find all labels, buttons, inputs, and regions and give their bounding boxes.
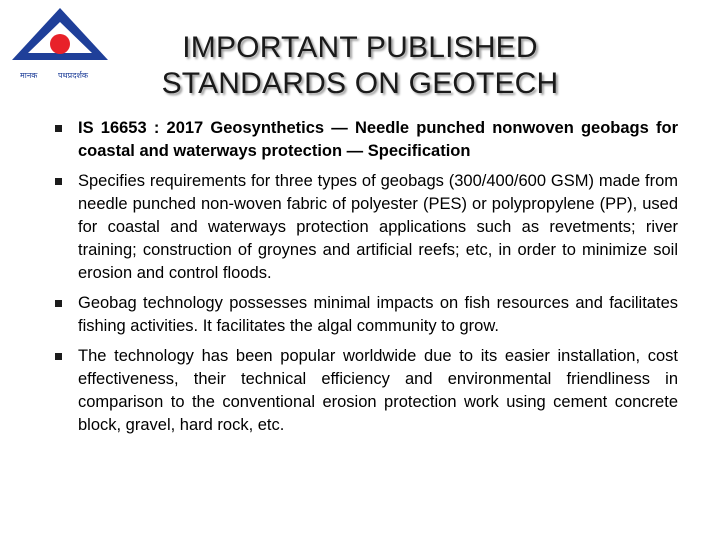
bis-emblem-icon [2,2,118,86]
bullet-list [52,117,678,444]
bullet-text: Specifies requirements for three types of geobags (300/400/600 GSM) made from needle punched non-woven fabric of polyester (PES) or polypropylene (PP), used for coastal and waterways protection applications such as revetments; river training; construction of groynes and artificial reefs; etc, in order to minimize soil erosion and control floods. [78,172,678,282]
bullet-item-standard [52,117,678,163]
logo-caption-left: मानक [20,71,38,80]
bullet-text: The technology has been popular worldwide due to its easier installation, cost effectiveness, their technical efficiency and environmental friendliness in comparison to the conventional erosion protection work using cement concrete block, gravel, hard rock, etc. [78,347,678,434]
square-bullet-icon [55,300,62,307]
bullet-text: IS 16653 : 2017 Geosynthetics — Needle punched nonwoven geobags for coastal and waterways protection — Specification [78,119,678,160]
logo-caption-right: पथप्रदर्शक [58,71,89,80]
page-title-line-1: IMPORTANT PUBLISHED [182,31,538,64]
square-bullet-icon [55,178,62,185]
bullet-item-requirements [52,170,678,285]
bullet-text: Geobag technology possesses minimal impacts on fish resources and facilitates fishing activities. It facilitates the algal community to grow. [78,294,678,335]
square-bullet-icon [55,125,62,132]
page-title-line-2: STANDARDS ON GEOTECH [161,67,559,100]
square-bullet-icon [55,353,62,360]
page-title [120,30,600,102]
bis-logo [2,2,118,86]
logo-dot [50,34,70,54]
bullet-item-impacts [52,292,678,338]
bullet-item-popularity [52,345,678,437]
